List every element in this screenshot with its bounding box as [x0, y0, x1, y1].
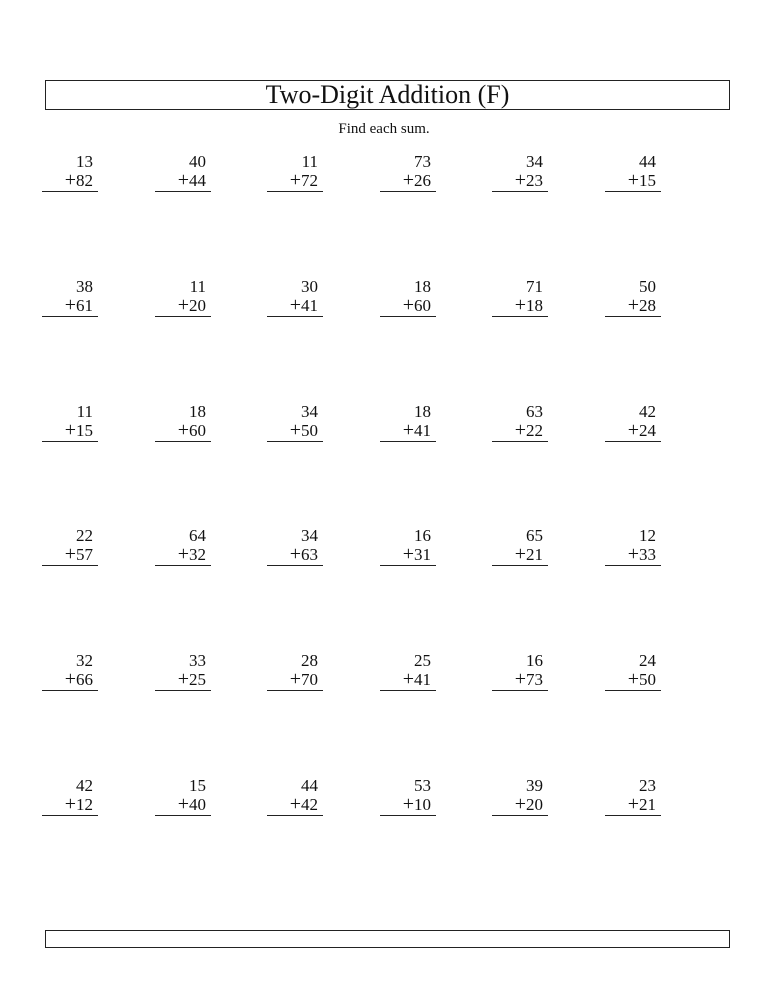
- plus-sign: +: [177, 543, 189, 565]
- addend-bottom: 25: [189, 670, 206, 689]
- addend-bottom: 22: [526, 421, 543, 440]
- addend-top: 23: [639, 776, 656, 795]
- addend-bottom-row: [155, 795, 211, 816]
- addition-problem: [492, 526, 548, 566]
- addend-bottom-row: [380, 545, 436, 566]
- plus-sign: +: [177, 793, 189, 815]
- plus-sign: +: [402, 294, 414, 316]
- plus-sign: +: [627, 668, 639, 690]
- addend-top: 11: [76, 402, 93, 421]
- addend-top: 15: [189, 776, 206, 795]
- addition-problem: [267, 651, 323, 691]
- plus-sign: +: [289, 419, 301, 441]
- addition-problem: [605, 277, 661, 317]
- addition-problem: [267, 526, 323, 566]
- addition-problem: [605, 526, 661, 566]
- plus-sign: +: [64, 543, 76, 565]
- plus-sign: +: [514, 169, 526, 191]
- plus-sign: +: [177, 294, 189, 316]
- worksheet-title: Two-Digit Addition (F): [265, 80, 510, 109]
- addend-bottom-row: [380, 795, 436, 816]
- addend-bottom: 31: [414, 545, 431, 564]
- addend-top: 65: [526, 526, 543, 545]
- addend-bottom: 20: [189, 296, 206, 315]
- addend-bottom: 57: [76, 545, 93, 564]
- plus-sign: +: [627, 294, 639, 316]
- plus-sign: +: [64, 294, 76, 316]
- addend-top: 71: [526, 277, 543, 296]
- addend-bottom: 41: [414, 421, 431, 440]
- addition-problem: [42, 277, 98, 317]
- addition-problem: [155, 152, 211, 192]
- addend-top: 25: [414, 651, 431, 670]
- addend-bottom-row: [155, 296, 211, 317]
- addend-top: 12: [639, 526, 656, 545]
- plus-sign: +: [514, 419, 526, 441]
- addend-bottom-row: [267, 795, 323, 816]
- addend-top: 64: [189, 526, 206, 545]
- plus-sign: +: [64, 668, 76, 690]
- addend-bottom-row: [605, 670, 661, 691]
- plus-sign: +: [177, 668, 189, 690]
- addend-bottom-row: [42, 670, 98, 691]
- addend-top: 34: [301, 402, 318, 421]
- addition-problem: [605, 651, 661, 691]
- addend-bottom: 60: [414, 296, 431, 315]
- addend-bottom-row: [155, 545, 211, 566]
- addend-bottom-row: [267, 296, 323, 317]
- addition-problem: [155, 651, 211, 691]
- addend-bottom-row: [42, 795, 98, 816]
- addition-problem: [42, 651, 98, 691]
- addend-top: 28: [301, 651, 318, 670]
- addition-problem: [605, 776, 661, 816]
- addend-top: 33: [189, 651, 206, 670]
- addition-problem: [155, 402, 211, 442]
- addition-problem: [380, 526, 436, 566]
- addition-problem: [267, 776, 323, 816]
- addend-bottom: 63: [301, 545, 318, 564]
- addend-top: 16: [414, 526, 431, 545]
- addition-problem: [380, 776, 436, 816]
- footer-box: [45, 930, 730, 948]
- plus-sign: +: [402, 793, 414, 815]
- addend-bottom-row: [155, 421, 211, 442]
- addition-problem: [155, 277, 211, 317]
- addend-bottom: 21: [526, 545, 543, 564]
- addition-problem: [380, 152, 436, 192]
- addend-bottom-row: [155, 670, 211, 691]
- addend-bottom: 66: [76, 670, 93, 689]
- addend-bottom: 50: [639, 670, 656, 689]
- addition-problem: [42, 776, 98, 816]
- addend-bottom-row: [380, 296, 436, 317]
- plus-sign: +: [402, 169, 414, 191]
- addend-bottom: 50: [301, 421, 318, 440]
- addend-bottom-row: [42, 296, 98, 317]
- addend-top: 73: [414, 152, 431, 171]
- addition-problem: [42, 152, 98, 192]
- addend-top: 22: [76, 526, 93, 545]
- addend-top: 42: [76, 776, 93, 795]
- addend-bottom: 70: [301, 670, 318, 689]
- addend-top: 11: [301, 152, 318, 171]
- addition-problem: [380, 402, 436, 442]
- addend-bottom: 18: [526, 296, 543, 315]
- addend-bottom-row: [492, 296, 548, 317]
- addend-bottom-row: [380, 421, 436, 442]
- addition-problem: [492, 277, 548, 317]
- addend-bottom-row: [155, 171, 211, 192]
- addend-top: 44: [639, 152, 656, 171]
- addend-bottom-row: [605, 171, 661, 192]
- addend-bottom-row: [380, 171, 436, 192]
- addend-bottom-row: [605, 545, 661, 566]
- addend-bottom: 40: [189, 795, 206, 814]
- addend-bottom: 32: [189, 545, 206, 564]
- addition-problem: [155, 776, 211, 816]
- plus-sign: +: [514, 793, 526, 815]
- addend-top: 32: [76, 651, 93, 670]
- addition-problem: [492, 152, 548, 192]
- instructions: Find each sum.: [338, 121, 430, 137]
- addend-bottom-row: [492, 171, 548, 192]
- plus-sign: +: [514, 543, 526, 565]
- addend-top: 42: [639, 402, 656, 421]
- addend-bottom: 73: [526, 670, 543, 689]
- addend-top: 11: [189, 277, 206, 296]
- addend-bottom: 60: [189, 421, 206, 440]
- plus-sign: +: [289, 294, 301, 316]
- addend-top: 16: [526, 651, 543, 670]
- plus-sign: +: [64, 169, 76, 191]
- addend-bottom: 61: [76, 296, 93, 315]
- addend-bottom: 42: [301, 795, 318, 814]
- plus-sign: +: [402, 668, 414, 690]
- addition-problem: [492, 776, 548, 816]
- plus-sign: +: [177, 169, 189, 191]
- addend-top: 13: [76, 152, 93, 171]
- plus-sign: +: [289, 543, 301, 565]
- plus-sign: +: [627, 169, 639, 191]
- addend-bottom: 26: [414, 171, 431, 190]
- plus-sign: +: [402, 419, 414, 441]
- addend-bottom: 82: [76, 171, 93, 190]
- plus-sign: +: [627, 543, 639, 565]
- addend-bottom-row: [42, 545, 98, 566]
- addition-problem: [492, 651, 548, 691]
- addend-top: 53: [414, 776, 431, 795]
- addend-bottom: 72: [301, 171, 318, 190]
- addend-bottom: 41: [414, 670, 431, 689]
- addition-problem: [267, 402, 323, 442]
- addend-top: 30: [301, 277, 318, 296]
- addition-problem: [267, 277, 323, 317]
- addend-top: 18: [414, 402, 431, 421]
- addend-bottom: 28: [639, 296, 656, 315]
- addend-top: 18: [414, 277, 431, 296]
- addend-bottom-row: [267, 670, 323, 691]
- addend-top: 44: [301, 776, 318, 795]
- addend-bottom: 33: [639, 545, 656, 564]
- plus-sign: +: [289, 668, 301, 690]
- addend-bottom: 44: [189, 171, 206, 190]
- addend-top: 63: [526, 402, 543, 421]
- addend-bottom: 24: [639, 421, 656, 440]
- plus-sign: +: [64, 419, 76, 441]
- addend-bottom-row: [605, 421, 661, 442]
- addend-bottom: 20: [526, 795, 543, 814]
- plus-sign: +: [289, 169, 301, 191]
- addition-problem: [605, 402, 661, 442]
- addend-bottom-row: [605, 795, 661, 816]
- addend-bottom: 21: [639, 795, 656, 814]
- addition-problem: [605, 152, 661, 192]
- plus-sign: +: [514, 668, 526, 690]
- addend-bottom: 12: [76, 795, 93, 814]
- addition-problem: [380, 277, 436, 317]
- addend-bottom: 23: [526, 171, 543, 190]
- addend-bottom-row: [267, 421, 323, 442]
- plus-sign: +: [627, 793, 639, 815]
- addend-bottom: 41: [301, 296, 318, 315]
- addend-top: 34: [526, 152, 543, 171]
- addend-bottom-row: [42, 421, 98, 442]
- addend-top: 18: [189, 402, 206, 421]
- addend-bottom: 10: [414, 795, 431, 814]
- addend-top: 38: [76, 277, 93, 296]
- addend-bottom-row: [492, 795, 548, 816]
- addition-problem: [155, 526, 211, 566]
- plus-sign: +: [289, 793, 301, 815]
- addend-top: 39: [526, 776, 543, 795]
- addend-bottom-row: [267, 545, 323, 566]
- addend-bottom-row: [605, 296, 661, 317]
- addend-top: 24: [639, 651, 656, 670]
- addend-bottom-row: [492, 670, 548, 691]
- addend-bottom-row: [492, 545, 548, 566]
- addend-top: 50: [639, 277, 656, 296]
- addition-problem: [42, 402, 98, 442]
- addend-bottom-row: [380, 670, 436, 691]
- plus-sign: +: [177, 419, 189, 441]
- addition-problem: [492, 402, 548, 442]
- addend-bottom: 15: [76, 421, 93, 440]
- plus-sign: +: [514, 294, 526, 316]
- addend-top: 40: [189, 152, 206, 171]
- addition-problem: [42, 526, 98, 566]
- plus-sign: +: [64, 793, 76, 815]
- addition-problem: [380, 651, 436, 691]
- addition-problem: [267, 152, 323, 192]
- addend-bottom-row: [267, 171, 323, 192]
- addend-top: 34: [301, 526, 318, 545]
- addend-bottom: 15: [639, 171, 656, 190]
- plus-sign: +: [627, 419, 639, 441]
- addend-bottom-row: [492, 421, 548, 442]
- plus-sign: +: [402, 543, 414, 565]
- addend-bottom-row: [42, 171, 98, 192]
